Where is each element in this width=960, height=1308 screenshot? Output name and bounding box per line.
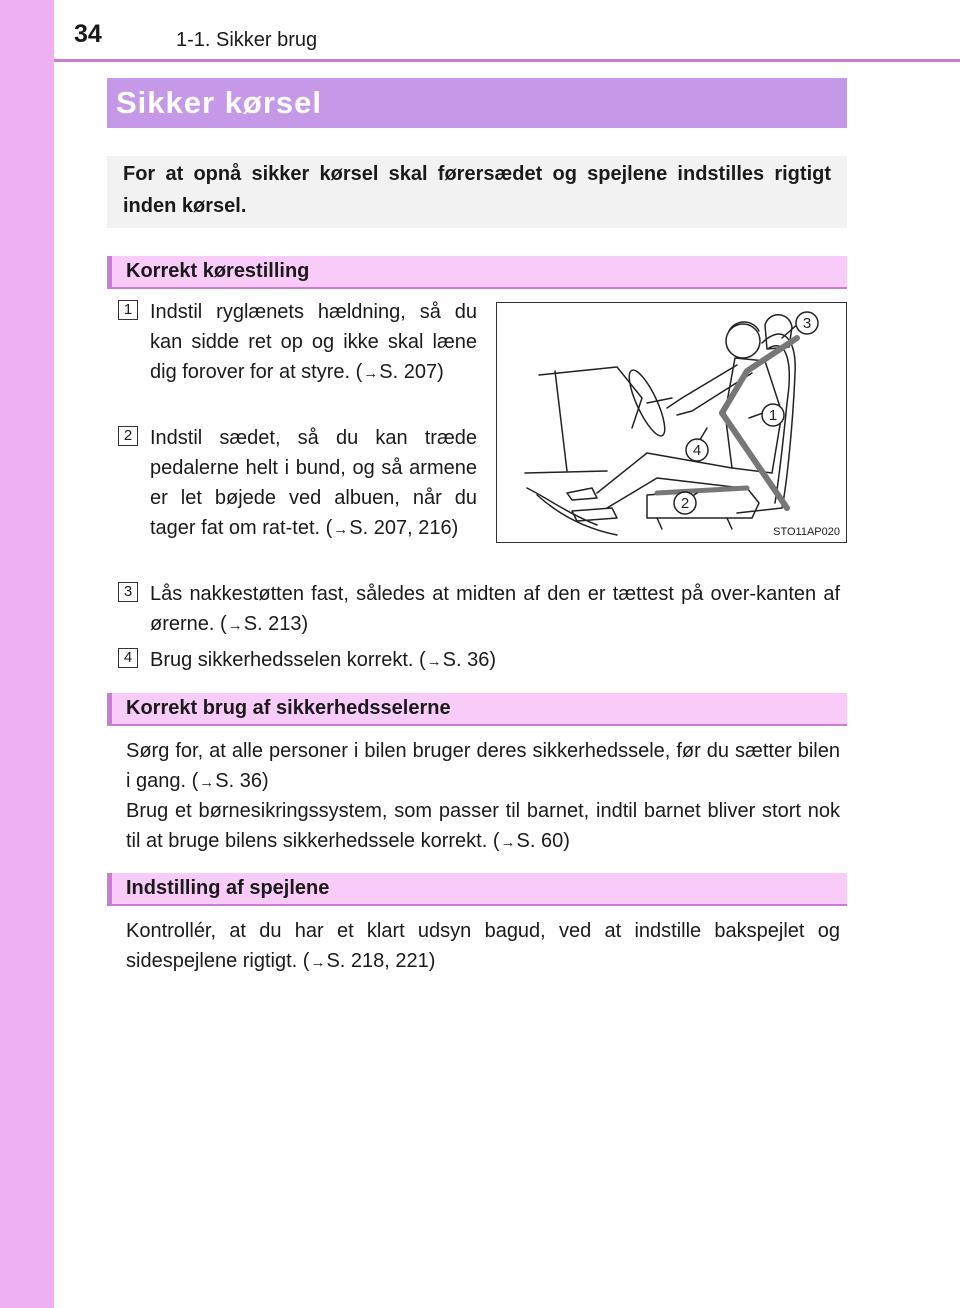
reference-arrow-icon: → (500, 834, 516, 851)
list-item (150, 423, 477, 545)
callout-3: 3 (802, 315, 812, 332)
paragraph-text: Brug et børnesikringssystem, som passer til barnet, indtil barnet bliver stort nok til at bruge bilens sikkerhedssele korrekt. ( (126, 800, 840, 852)
intro-text: For at opnå sikker kørsel skal førersædet og spejlene indstilles rigtigt inden kørsel. (123, 163, 831, 217)
reference-arrow-icon: → (426, 653, 442, 670)
driver-seat-illustration (497, 303, 846, 542)
list-item (150, 645, 840, 677)
section-heading-seatbelts: Korrekt brug af sikkerhedsselerne (107, 693, 847, 726)
item-text: Indstil sædet, så du kan træde pedalerne helt i bund, og så armene er let bøjede ved albuen, når du tager fat om rat-tet. ( (150, 427, 477, 539)
callout-1: 1 (768, 407, 778, 424)
page-reference: S. 207) (379, 361, 444, 383)
page-reference: S. 36) (215, 770, 269, 792)
section-heading-mirrors: Indstilling af spejlene (107, 873, 847, 906)
callout-2: 2 (680, 495, 690, 512)
paragraph-text: Sørg for, at alle personer i bilen bruger deres sikkerhedssele, før du sætter bilen i gang. ( (126, 740, 840, 792)
page-reference: S. 213) (243, 613, 309, 635)
list-item (150, 579, 840, 641)
header-divider (54, 59, 960, 62)
page-reference: S. 207, 216) (349, 517, 459, 539)
item-text: Brug sikkerhedsselen korrekt. ( (150, 649, 426, 671)
paragraph (126, 736, 840, 798)
reference-arrow-icon: → (310, 954, 326, 971)
page-reference: S. 60) (516, 830, 570, 852)
reference-arrow-icon: → (227, 617, 243, 634)
section-heading-driving-position: Korrekt kørestilling (107, 256, 847, 289)
item-number-2: 2 (118, 426, 138, 446)
page-reference: S. 218, 221) (326, 950, 436, 972)
page-reference: S. 36) (442, 649, 497, 671)
item-number-1: 1 (118, 300, 138, 320)
item-number-4: 4 (118, 648, 138, 668)
section-header: 1-1. Sikker brug (176, 29, 318, 51)
reference-arrow-icon: → (333, 521, 349, 538)
item-number-3: 3 (118, 582, 138, 602)
reference-arrow-icon: → (363, 365, 379, 382)
list-item (150, 297, 477, 389)
driving-position-figure (496, 302, 847, 543)
reference-arrow-icon: → (199, 774, 215, 791)
page-sidebar-tab (0, 0, 54, 1308)
page-number: 34 (74, 20, 102, 48)
figure-code: STO11AP020 (773, 526, 840, 538)
page-title: Sikker kørsel (107, 78, 847, 128)
paragraph (126, 796, 840, 858)
paragraph-text: Kontrollér, at du har et klart udsyn bagud, ved at indstille bakspejlet og sidespejlene rigtigt. ( (126, 920, 840, 972)
item-text: Lås nakkestøtten fast, således at midten af den er tættest på over-kanten af ørerne. ( (150, 583, 840, 635)
callout-4: 4 (692, 442, 702, 459)
item-text: Indstil ryglænets hældning, så du kan sidde ret op og ikke skal læne dig forover for at styre. ( (150, 301, 477, 383)
paragraph (126, 916, 840, 978)
intro-box (107, 156, 847, 228)
